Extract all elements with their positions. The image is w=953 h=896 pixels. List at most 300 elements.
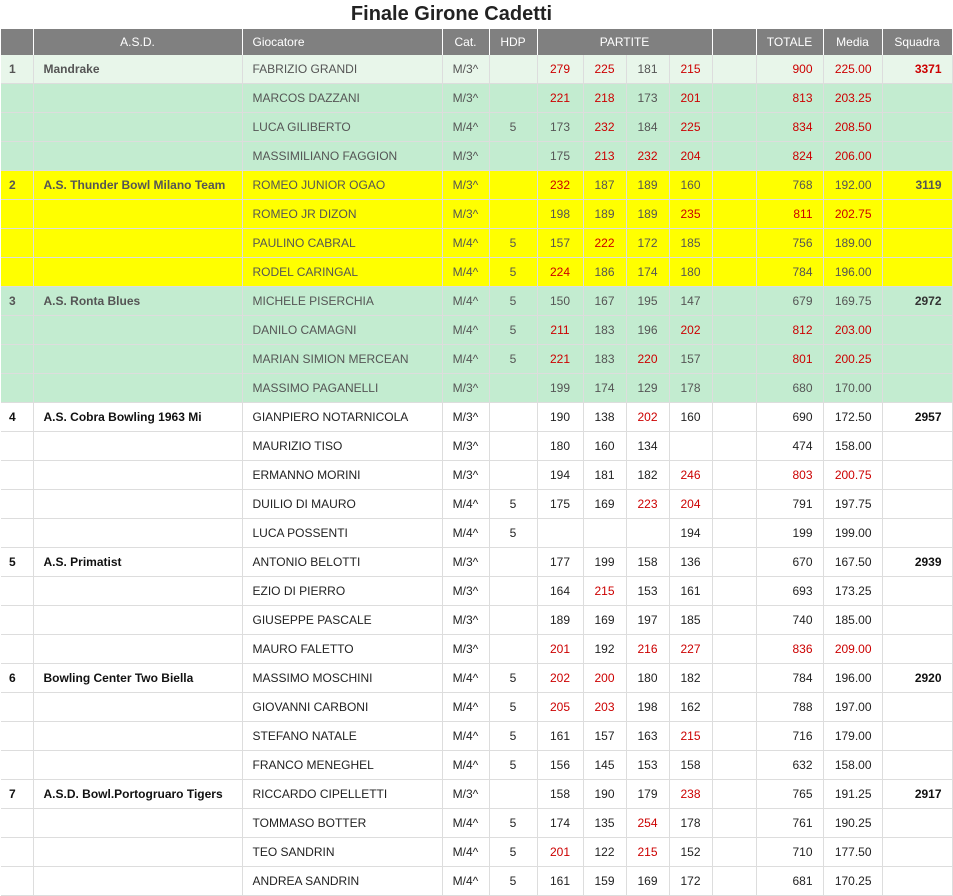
- team-rank: 7: [1, 780, 33, 809]
- game-score: 175: [537, 490, 583, 519]
- game-score: 157: [537, 229, 583, 258]
- table-row: [1, 287, 952, 316]
- team-score: [882, 461, 952, 490]
- player-category: M/3^: [442, 200, 489, 229]
- table-row: [1, 403, 952, 432]
- game-score: 185: [669, 606, 712, 635]
- player-name: MARIAN SIMION MERCEAN: [242, 345, 442, 374]
- game-score: 218: [583, 84, 626, 113]
- player-total: 765: [756, 780, 823, 809]
- team-name: [33, 606, 242, 635]
- game-score: 175: [537, 142, 583, 171]
- player-average: 196.00: [823, 258, 882, 287]
- player-total: 801: [756, 345, 823, 374]
- team-name: A.S. Cobra Bowling 1963 Mi: [33, 403, 242, 432]
- player-total: 791: [756, 490, 823, 519]
- game-score: 167: [583, 287, 626, 316]
- player-name: RICCARDO CIPELLETTI: [242, 780, 442, 809]
- player-handicap: 5: [489, 809, 537, 838]
- game-score: 158: [537, 780, 583, 809]
- player-average: 190.25: [823, 809, 882, 838]
- player-average: 208.50: [823, 113, 882, 142]
- game-score: 221: [537, 84, 583, 113]
- col-asd-header: A.S.D.: [33, 29, 242, 55]
- team-name: [33, 577, 242, 606]
- spacer-cell: [712, 374, 756, 403]
- team-name: [33, 345, 242, 374]
- player-total: 813: [756, 84, 823, 113]
- team-rank: [1, 229, 33, 258]
- player-name: ROMEO JR DIZON: [242, 200, 442, 229]
- team-score: [882, 316, 952, 345]
- spacer-cell: [712, 606, 756, 635]
- team-name: [33, 838, 242, 867]
- player-average: 172.50: [823, 403, 882, 432]
- team-rank: [1, 635, 33, 664]
- player-category: M/4^: [442, 229, 489, 258]
- game-score: 194: [537, 461, 583, 490]
- team-score: [882, 490, 952, 519]
- game-score: 201: [537, 635, 583, 664]
- team-name: [33, 490, 242, 519]
- game-score: [537, 519, 583, 548]
- player-handicap: 5: [489, 113, 537, 142]
- col-avg-header: Media: [823, 29, 882, 55]
- page-title: Finale Girone Cadetti: [350, 3, 553, 25]
- player-total: 693: [756, 577, 823, 606]
- player-handicap: [489, 55, 537, 84]
- game-score: 189: [537, 606, 583, 635]
- game-score: 189: [626, 171, 669, 200]
- player-total: 756: [756, 229, 823, 258]
- game-score: 201: [537, 838, 583, 867]
- player-name: MASSIMO PAGANELLI: [242, 374, 442, 403]
- team-rank: 1: [1, 55, 33, 84]
- player-total: 803: [756, 461, 823, 490]
- team-score: 2957: [882, 403, 952, 432]
- team-score: [882, 200, 952, 229]
- player-category: M/3^: [442, 432, 489, 461]
- col-total-header: TOTALE: [756, 29, 823, 55]
- team-name: [33, 751, 242, 780]
- player-average: 192.00: [823, 171, 882, 200]
- game-score: 225: [583, 55, 626, 84]
- game-score: 199: [583, 548, 626, 577]
- game-score: 190: [583, 780, 626, 809]
- player-average: 173.25: [823, 577, 882, 606]
- player-handicap: 5: [489, 519, 537, 548]
- team-rank: 2: [1, 171, 33, 200]
- game-score: 195: [626, 287, 669, 316]
- team-name: Mandrake: [33, 55, 242, 84]
- spacer-cell: [712, 838, 756, 867]
- game-score: 160: [583, 432, 626, 461]
- player-handicap: [489, 635, 537, 664]
- player-average: 158.00: [823, 432, 882, 461]
- player-total: 474: [756, 432, 823, 461]
- team-name: [33, 635, 242, 664]
- game-score: 222: [583, 229, 626, 258]
- player-name: EZIO DI PIERRO: [242, 577, 442, 606]
- player-handicap: [489, 606, 537, 635]
- game-score: 215: [669, 55, 712, 84]
- game-score: 201: [669, 84, 712, 113]
- game-score: 183: [583, 316, 626, 345]
- player-category: M/3^: [442, 606, 489, 635]
- player-category: M/4^: [442, 316, 489, 345]
- table-row: [1, 171, 952, 200]
- table-row: [1, 635, 952, 664]
- team-score: [882, 693, 952, 722]
- game-score: 279: [537, 55, 583, 84]
- game-score: 221: [537, 345, 583, 374]
- spacer-cell: [712, 432, 756, 461]
- team-score: [882, 809, 952, 838]
- player-category: M/3^: [442, 403, 489, 432]
- player-name: ANTONIO BELOTTI: [242, 548, 442, 577]
- player-name: LUCA POSSENTI: [242, 519, 442, 548]
- player-handicap: [489, 84, 537, 113]
- player-total: 784: [756, 664, 823, 693]
- game-score: 186: [583, 258, 626, 287]
- team-rank: [1, 867, 33, 896]
- player-name: FABRIZIO GRANDI: [242, 55, 442, 84]
- team-score: [882, 751, 952, 780]
- team-score: 2920: [882, 664, 952, 693]
- table-row: [1, 55, 952, 84]
- spacer-cell: [712, 809, 756, 838]
- spacer-cell: [712, 287, 756, 316]
- player-handicap: 5: [489, 751, 537, 780]
- spacer-cell: [712, 229, 756, 258]
- team-score: [882, 113, 952, 142]
- game-score: 211: [537, 316, 583, 345]
- table-row: [1, 577, 952, 606]
- game-score: 182: [669, 664, 712, 693]
- team-score: 2939: [882, 548, 952, 577]
- game-score: 196: [626, 316, 669, 345]
- game-score: 184: [626, 113, 669, 142]
- spacer-cell: [712, 519, 756, 548]
- player-category: M/4^: [442, 113, 489, 142]
- game-score: 227: [669, 635, 712, 664]
- player-handicap: 5: [489, 838, 537, 867]
- player-total: 710: [756, 838, 823, 867]
- spacer-cell: [712, 171, 756, 200]
- game-score: 198: [537, 200, 583, 229]
- col-spacer-header: [712, 29, 756, 55]
- game-score: 178: [669, 374, 712, 403]
- player-total: 690: [756, 403, 823, 432]
- team-name: [33, 200, 242, 229]
- game-score: 172: [626, 229, 669, 258]
- player-name: MAURO FALETTO: [242, 635, 442, 664]
- player-total: 812: [756, 316, 823, 345]
- game-score: 199: [537, 374, 583, 403]
- team-score: [882, 432, 952, 461]
- team-name: [33, 142, 242, 171]
- game-score: 180: [537, 432, 583, 461]
- game-score: 254: [626, 809, 669, 838]
- player-name: LUCA GILIBERTO: [242, 113, 442, 142]
- player-total: 811: [756, 200, 823, 229]
- game-score: 134: [626, 432, 669, 461]
- team-name: [33, 809, 242, 838]
- player-name: ERMANNO MORINI: [242, 461, 442, 490]
- team-rank: [1, 200, 33, 229]
- game-score: 197: [626, 606, 669, 635]
- game-score: 183: [583, 345, 626, 374]
- team-rank: [1, 461, 33, 490]
- spacer-cell: [712, 577, 756, 606]
- table-row: [1, 345, 952, 374]
- game-score: 135: [583, 809, 626, 838]
- team-name: [33, 867, 242, 896]
- spacer-cell: [712, 461, 756, 490]
- team-score: [882, 635, 952, 664]
- player-category: M/3^: [442, 461, 489, 490]
- player-total: 761: [756, 809, 823, 838]
- spacer-cell: [712, 635, 756, 664]
- player-handicap: [489, 432, 537, 461]
- player-category: M/4^: [442, 693, 489, 722]
- spacer-cell: [712, 664, 756, 693]
- team-score: 2917: [882, 780, 952, 809]
- player-category: M/3^: [442, 84, 489, 113]
- player-handicap: 5: [489, 316, 537, 345]
- game-score: 232: [537, 171, 583, 200]
- team-rank: [1, 751, 33, 780]
- game-score: 153: [626, 577, 669, 606]
- game-score: 232: [626, 142, 669, 171]
- player-average: 177.50: [823, 838, 882, 867]
- player-name: TOMMASO BOTTER: [242, 809, 442, 838]
- game-score: 173: [537, 113, 583, 142]
- player-name: MASSIMILIANO FAGGION: [242, 142, 442, 171]
- team-name: [33, 519, 242, 548]
- game-score: 174: [537, 809, 583, 838]
- header-row: [1, 29, 952, 55]
- player-total: 680: [756, 374, 823, 403]
- game-score: 213: [583, 142, 626, 171]
- team-name: [33, 316, 242, 345]
- player-name: DUILIO DI MAURO: [242, 490, 442, 519]
- player-category: M/3^: [442, 780, 489, 809]
- game-score: 215: [583, 577, 626, 606]
- team-name: [33, 113, 242, 142]
- team-rank: [1, 722, 33, 751]
- team-rank: [1, 809, 33, 838]
- player-average: 170.00: [823, 374, 882, 403]
- team-name: [33, 84, 242, 113]
- player-handicap: 5: [489, 287, 537, 316]
- team-rank: [1, 519, 33, 548]
- table-row: [1, 693, 952, 722]
- spacer-cell: [712, 722, 756, 751]
- game-score: 173: [626, 84, 669, 113]
- standings-body: [1, 55, 952, 896]
- team-score: 3371: [882, 55, 952, 84]
- player-name: FRANCO MENEGHEL: [242, 751, 442, 780]
- team-name: A.S. Primatist: [33, 548, 242, 577]
- team-rank: [1, 432, 33, 461]
- game-score: 161: [537, 867, 583, 896]
- game-score: 161: [669, 577, 712, 606]
- player-total: 716: [756, 722, 823, 751]
- table-row: [1, 461, 952, 490]
- game-score: 181: [626, 55, 669, 84]
- player-handicap: 5: [489, 867, 537, 896]
- player-average: 167.50: [823, 548, 882, 577]
- player-handicap: [489, 403, 537, 432]
- player-average: 200.75: [823, 461, 882, 490]
- player-average: 189.00: [823, 229, 882, 258]
- team-name: [33, 461, 242, 490]
- player-handicap: 5: [489, 345, 537, 374]
- player-average: 170.25: [823, 867, 882, 896]
- spacer-cell: [712, 84, 756, 113]
- player-name: MASSIMO MOSCHINI: [242, 664, 442, 693]
- team-score: 2972: [882, 287, 952, 316]
- game-score: 150: [537, 287, 583, 316]
- player-name: ANDREA SANDRIN: [242, 867, 442, 896]
- table-row: [1, 84, 952, 113]
- player-name: MAURIZIO TISO: [242, 432, 442, 461]
- player-average: 209.00: [823, 635, 882, 664]
- game-score: 163: [626, 722, 669, 751]
- game-score: 224: [537, 258, 583, 287]
- game-score: 169: [626, 867, 669, 896]
- player-name: PAULINO CABRAL: [242, 229, 442, 258]
- game-score: 122: [583, 838, 626, 867]
- spacer-cell: [712, 258, 756, 287]
- team-rank: [1, 345, 33, 374]
- table-row: [1, 751, 952, 780]
- table-row: [1, 664, 952, 693]
- game-score: 223: [626, 490, 669, 519]
- team-score: [882, 84, 952, 113]
- player-name: MARCOS DAZZANI: [242, 84, 442, 113]
- game-score: 189: [626, 200, 669, 229]
- game-score: 129: [626, 374, 669, 403]
- team-score: [882, 345, 952, 374]
- game-score: 220: [626, 345, 669, 374]
- team-rank: [1, 838, 33, 867]
- player-total: 670: [756, 548, 823, 577]
- game-score: 182: [626, 461, 669, 490]
- player-total: 900: [756, 55, 823, 84]
- player-handicap: 5: [489, 664, 537, 693]
- spacer-cell: [712, 55, 756, 84]
- game-score: 169: [583, 606, 626, 635]
- player-handicap: [489, 577, 537, 606]
- team-rank: [1, 84, 33, 113]
- team-name: A.S. Ronta Blues: [33, 287, 242, 316]
- player-category: M/3^: [442, 635, 489, 664]
- game-score: 187: [583, 171, 626, 200]
- game-score: 190: [537, 403, 583, 432]
- game-score: 145: [583, 751, 626, 780]
- player-name: GIOVANNI CARBONI: [242, 693, 442, 722]
- table-row: [1, 142, 952, 171]
- player-name: GIANPIERO NOTARNICOLA: [242, 403, 442, 432]
- player-handicap: [489, 200, 537, 229]
- player-category: M/4^: [442, 490, 489, 519]
- game-score: 238: [669, 780, 712, 809]
- player-name: STEFANO NATALE: [242, 722, 442, 751]
- game-score: 215: [669, 722, 712, 751]
- player-handicap: [489, 780, 537, 809]
- game-score: 181: [583, 461, 626, 490]
- player-name: RODEL CARINGAL: [242, 258, 442, 287]
- game-score: 160: [669, 171, 712, 200]
- game-score: [669, 432, 712, 461]
- game-score: [583, 519, 626, 548]
- player-name: MICHELE PISERCHIA: [242, 287, 442, 316]
- team-rank: [1, 606, 33, 635]
- spacer-cell: [712, 113, 756, 142]
- player-average: 197.00: [823, 693, 882, 722]
- player-total: 836: [756, 635, 823, 664]
- col-hdp-header: HDP: [489, 29, 537, 55]
- game-score: 246: [669, 461, 712, 490]
- game-score: 192: [583, 635, 626, 664]
- game-score: 157: [583, 722, 626, 751]
- table-row: [1, 258, 952, 287]
- game-score: 204: [669, 142, 712, 171]
- game-score: 153: [626, 751, 669, 780]
- player-handicap: 5: [489, 229, 537, 258]
- team-score: [882, 838, 952, 867]
- col-team-score-header: Squadra: [882, 29, 952, 55]
- team-score: [882, 867, 952, 896]
- table-row: [1, 780, 952, 809]
- player-category: M/3^: [442, 171, 489, 200]
- game-score: [626, 519, 669, 548]
- game-score: 164: [537, 577, 583, 606]
- game-score: 161: [537, 722, 583, 751]
- player-handicap: 5: [489, 693, 537, 722]
- spacer-cell: [712, 867, 756, 896]
- team-score: [882, 229, 952, 258]
- player-average: 199.00: [823, 519, 882, 548]
- game-score: 162: [669, 693, 712, 722]
- player-category: M/3^: [442, 142, 489, 171]
- table-row: [1, 519, 952, 548]
- game-score: 202: [669, 316, 712, 345]
- table-row: [1, 374, 952, 403]
- team-score: [882, 606, 952, 635]
- player-total: 632: [756, 751, 823, 780]
- table-row: [1, 809, 952, 838]
- team-rank: [1, 374, 33, 403]
- col-player-header: Giocatore: [242, 29, 442, 55]
- player-total: 788: [756, 693, 823, 722]
- game-score: 156: [537, 751, 583, 780]
- player-total: 768: [756, 171, 823, 200]
- spacer-cell: [712, 345, 756, 374]
- team-rank: 5: [1, 548, 33, 577]
- team-name: [33, 258, 242, 287]
- game-score: 169: [583, 490, 626, 519]
- team-name: [33, 374, 242, 403]
- game-score: 159: [583, 867, 626, 896]
- table-row: [1, 548, 952, 577]
- game-score: 177: [537, 548, 583, 577]
- player-category: M/4^: [442, 838, 489, 867]
- team-score: [882, 142, 952, 171]
- game-score: 202: [537, 664, 583, 693]
